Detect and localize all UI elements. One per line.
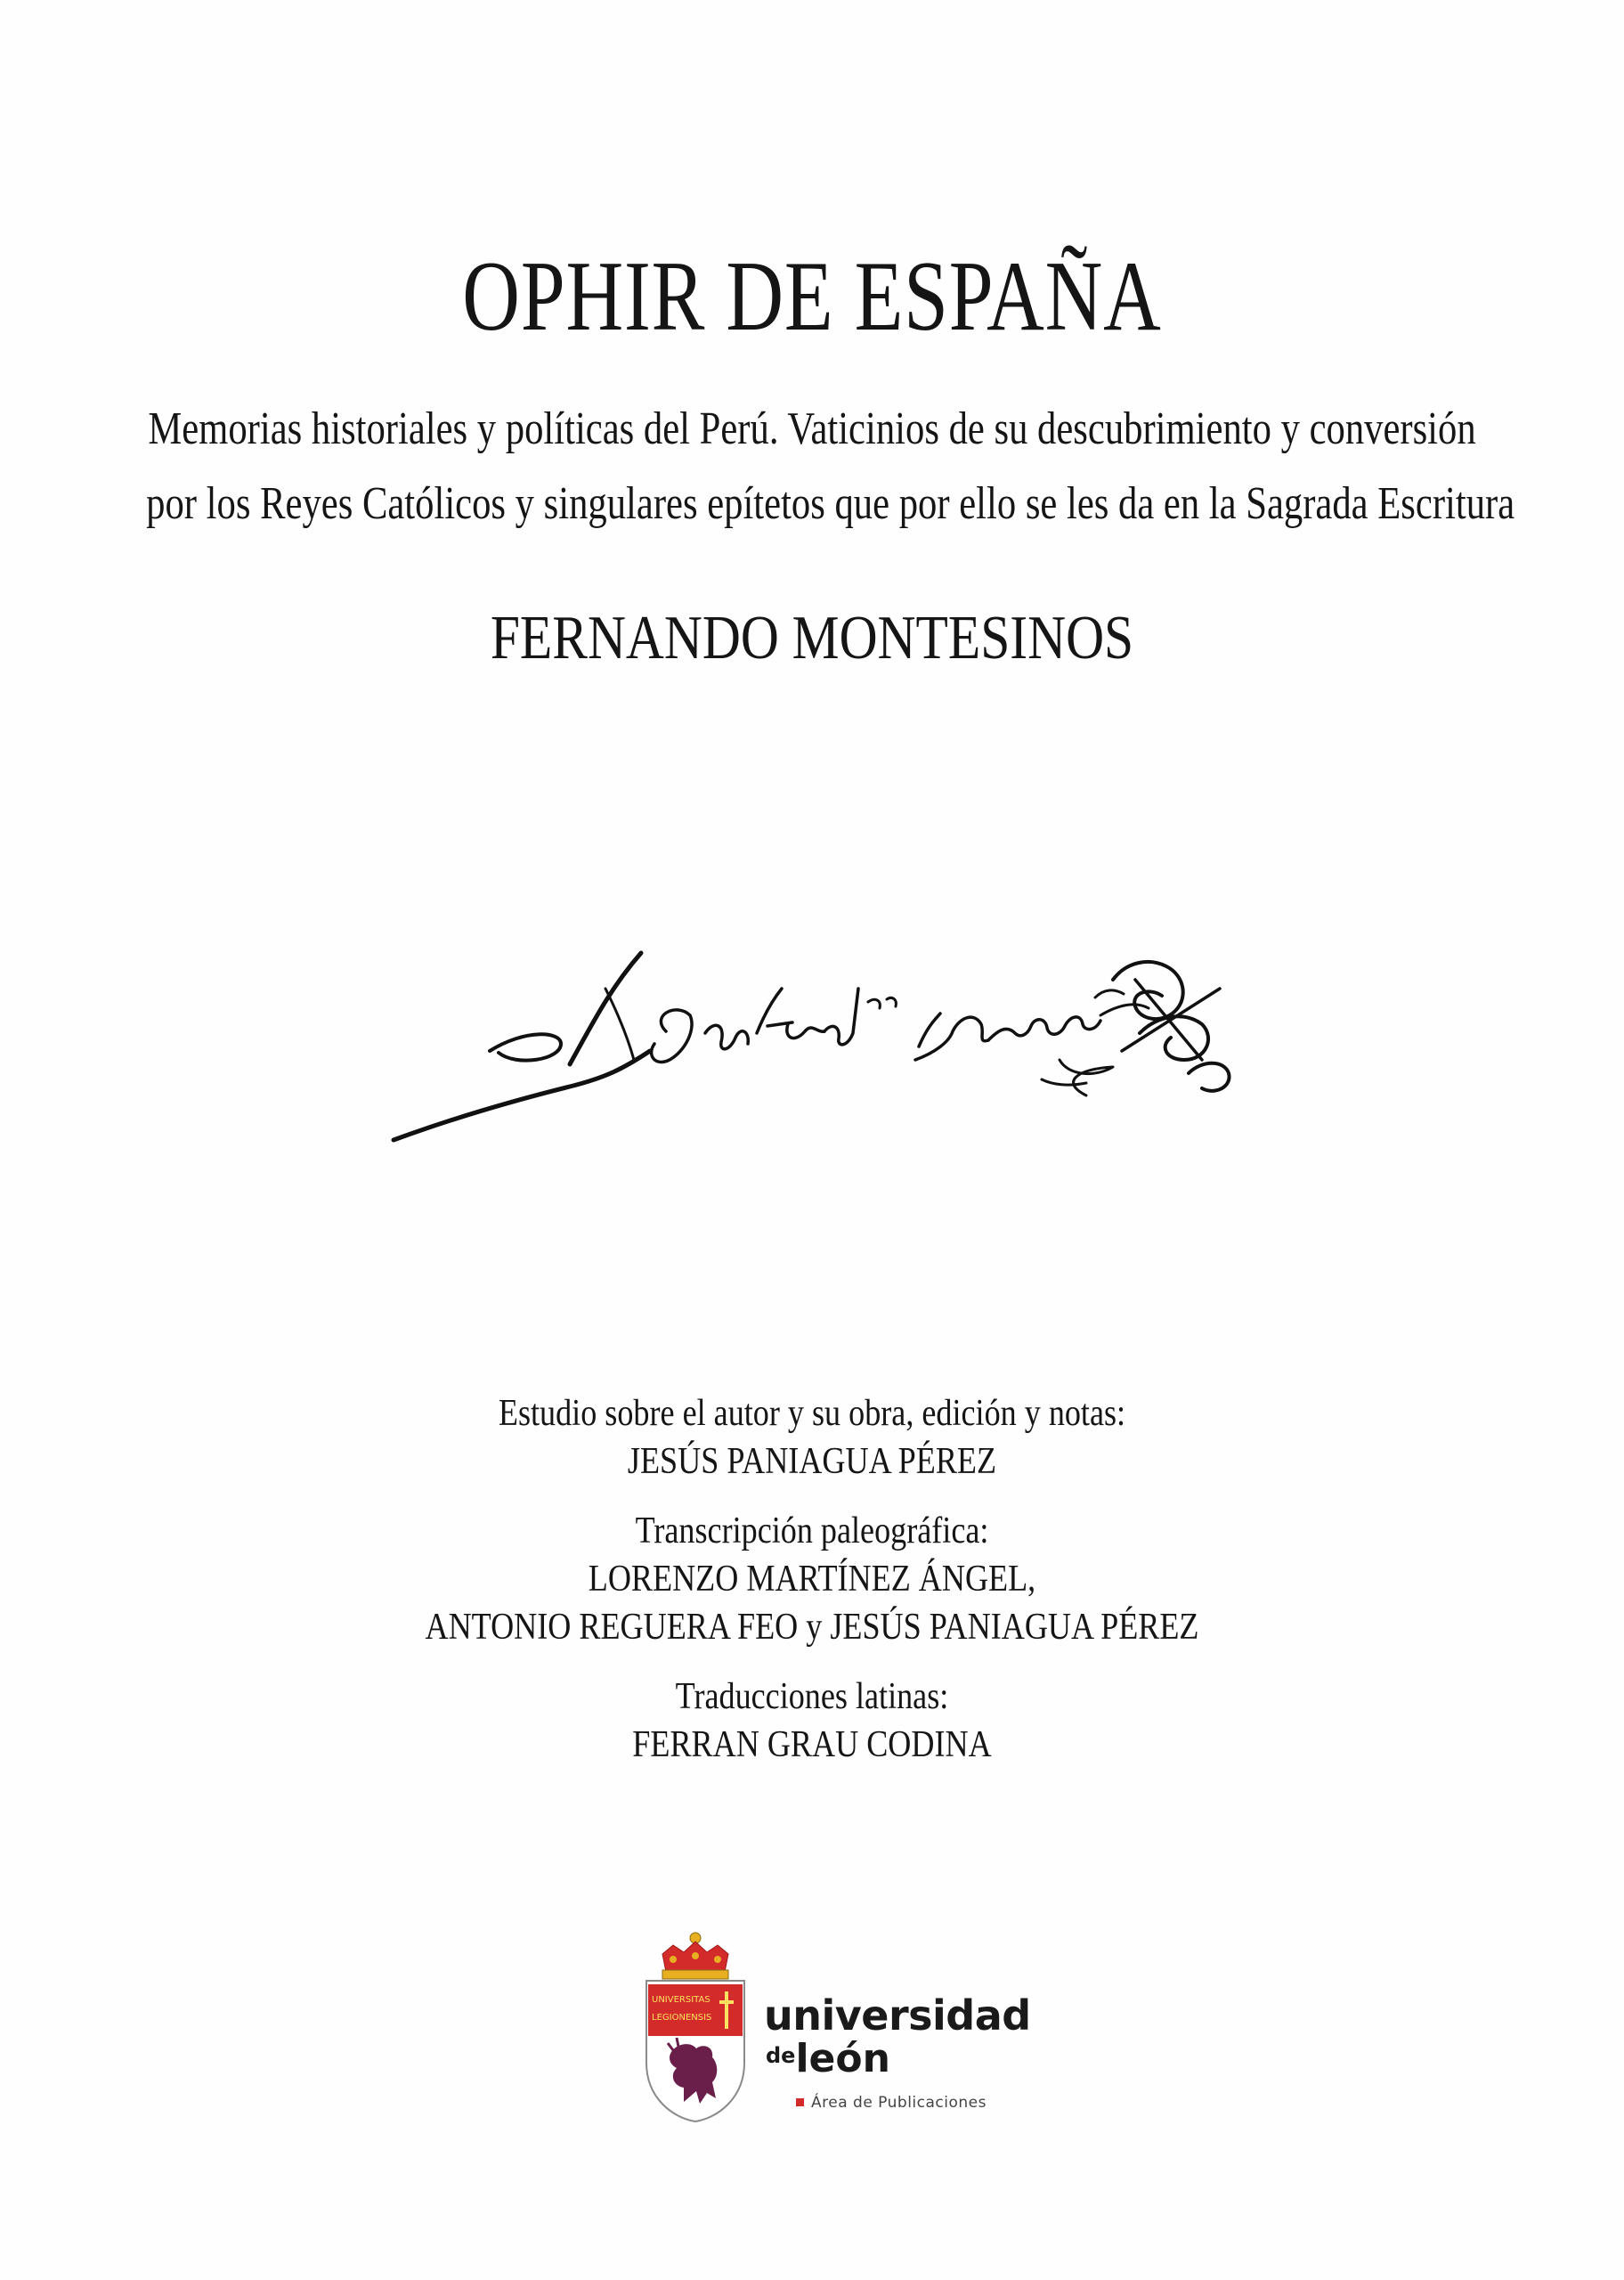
subtitle-line-1: Memorias historiales y políticas del Perú. Vaticinios de su descubrimiento y conversión	[148, 403, 1476, 454]
publisher-logo	[637, 1929, 1029, 2125]
credit-translation	[114, 1673, 1511, 1769]
book-title: OPHIR DE ESPAÑA	[462, 241, 1162, 352]
credit-role: Transcripción paleográfica:	[635, 1510, 989, 1551]
publisher-name: universidad	[764, 1991, 1031, 2040]
svg-text:LEGIONENSIS: LEGIONENSIS	[652, 2013, 712, 2023]
subtitle-line-2: por los Reyes Católicos y singulares epítetos que por ello se les da en la Sagrada Escritura	[146, 478, 1515, 529]
credit-name: LORENZO MARTÍNEZ ÁNGEL,	[588, 1559, 1036, 1600]
university-crest-icon	[637, 1929, 753, 2125]
credit-role: Traducciones latinas:	[675, 1676, 949, 1717]
svg-text:UNIVERSITAS: UNIVERSITAS	[652, 1995, 710, 2005]
credit-transcription	[114, 1507, 1511, 1651]
publisher-de: de	[766, 2043, 796, 2068]
publisher-department	[796, 2094, 1031, 2112]
author-name: FERNANDO MONTESINOS	[490, 604, 1134, 672]
red-square-icon	[796, 2098, 804, 2106]
publisher-city: león	[795, 2036, 890, 2081]
book-subtitle	[146, 392, 1515, 542]
handwritten-signature	[383, 926, 1238, 1158]
department-label: Área de Publicaciones	[811, 2094, 987, 2112]
credit-editor	[114, 1389, 1511, 1486]
credit-name: JESÚS PANIAGUA PÉREZ	[627, 1441, 997, 1482]
credit-role: Estudio sobre el autor y su obra, edición y notas:	[498, 1393, 1126, 1434]
credit-name: FERRAN GRAU CODINA	[632, 1724, 992, 1765]
publisher-city-line	[766, 2038, 1031, 2085]
credit-name: ANTONIO REGUERA FEO y JESÚS PANIAGUA PÉREZ	[425, 1607, 1199, 1648]
publisher-wordmark	[764, 1993, 1031, 2112]
credits	[114, 1389, 1511, 1790]
